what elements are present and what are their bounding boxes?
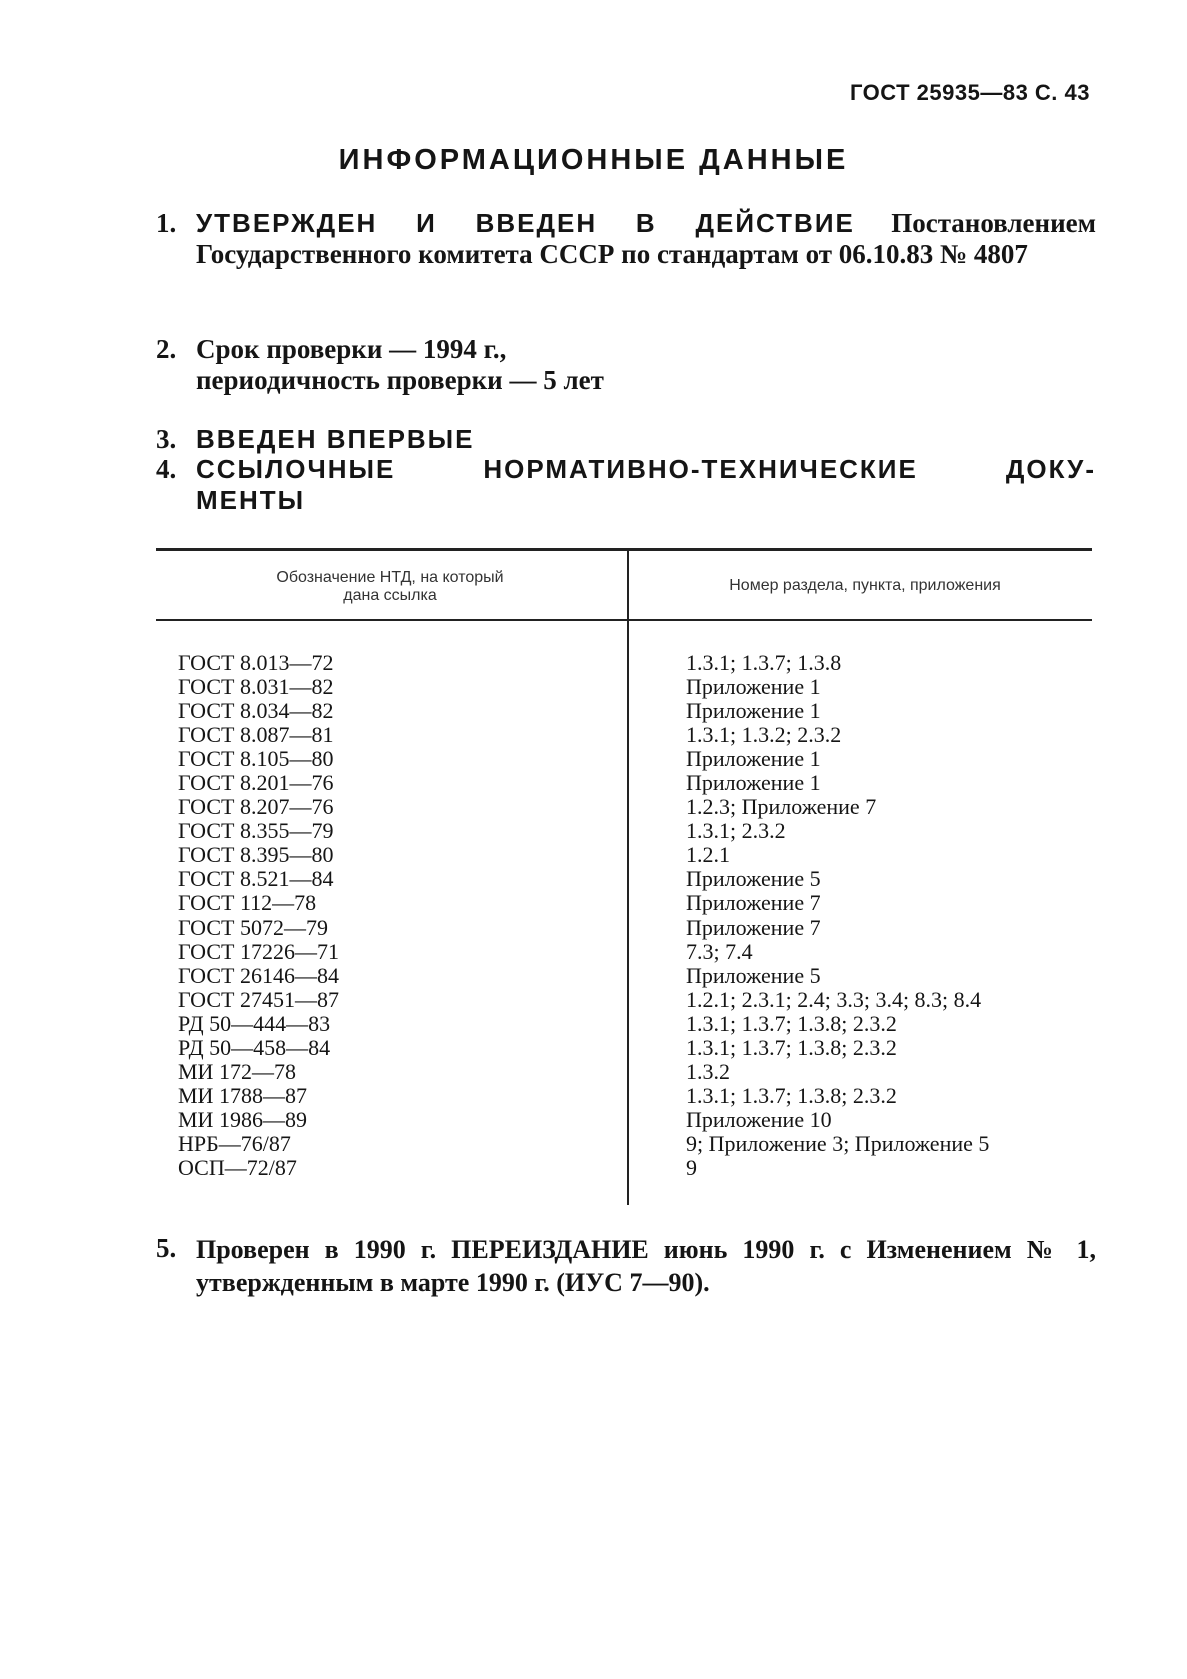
item-body: Проверен в 1990 г. ПЕРЕИЗДАНИЕ июнь 1990 г. с Изменением № 1, утвержденным в марте 1990 г. (ИУС 7—90).	[196, 1235, 1096, 1297]
item-caps: ВВЕДЕН ВПЕРВЫЕ	[196, 424, 475, 454]
table-cell-ref: 9	[686, 1154, 697, 1180]
table-cell-ntd: ГОСТ 8.355—79	[178, 818, 334, 844]
table-cell-ntd: НРБ—76/87	[178, 1130, 291, 1156]
table-cell-ntd: ОСП—72/87	[178, 1154, 297, 1180]
table-column-ref	[686, 651, 989, 1180]
item-number: 5.	[156, 1233, 177, 1263]
page-header: ГОСТ 25935—83 С. 43	[849, 80, 1090, 105]
table-cell-ref: 1.3.2	[686, 1058, 730, 1084]
table-cell-ntd: ГОСТ 8.521—84	[178, 866, 334, 892]
item-line: Срок проверки — 1994 г.,	[196, 334, 507, 364]
table-cell-ntd: РД 50—444—83	[178, 1010, 331, 1036]
item-text	[196, 424, 1096, 455]
table-cell-ntd: ГОСТ 17226—71	[178, 938, 339, 964]
table-cell-ref: 7.3; 7.4	[686, 938, 753, 964]
table-column-ntd	[178, 651, 339, 1180]
table-cell-ntd: ГОСТ 26146—84	[178, 962, 339, 988]
page-title: ИНФОРМАЦИОННЫЕ ДАННЫЕ	[338, 144, 849, 176]
table-cell-ntd: МИ 1986—89	[178, 1106, 307, 1132]
table-cell-ntd: ГОСТ 8.105—80	[178, 746, 334, 772]
table-cell-ntd: ГОСТ 8.031—82	[178, 674, 334, 700]
table-cell-ntd: ГОСТ 8.207—76	[178, 794, 334, 820]
table-cell-ref: Приложение 5	[686, 866, 821, 892]
header-line: дана ссылка	[343, 587, 437, 604]
item-line: ССЫЛОЧНЫЕ НОРМАТИВНО-ТЕХНИЧЕСКИЕ ДОКУ-	[196, 454, 1096, 484]
table-cell-ref: 1.2.1; 2.3.1; 2.4; 3.3; 3.4; 8.3; 8.4	[686, 986, 982, 1012]
table-cell-ref: 1.3.1; 2.3.2	[686, 818, 786, 844]
table-cell-ref: Приложение 1	[686, 698, 821, 724]
item-number: 3.	[156, 424, 177, 454]
table-cell-ref: Приложение 7	[686, 890, 821, 916]
table-cell-ntd: ГОСТ 8.034—82	[178, 698, 334, 724]
header-line: Обозначение НТД, на который	[276, 569, 504, 586]
table-cell-ntd: МИ 1788—87	[178, 1082, 307, 1108]
table-cell-ref: 1.3.1; 1.3.7; 1.3.8; 2.3.2	[686, 1010, 897, 1036]
table-cell-ref: 1.2.1	[686, 842, 730, 868]
table-cell-ref: Приложение 1	[686, 746, 821, 772]
item-number: 2.	[156, 334, 177, 364]
table-cell-ntd: ГОСТ 8.395—80	[178, 842, 334, 868]
item-body: Постановлением Государственного комитета СССР по стандартам от 06.10.83 № 4807	[196, 208, 1097, 269]
item-caps: УТВЕРЖДЕН И ВВЕДЕН В ДЕЙСТВИЕ	[196, 208, 855, 238]
table-cell-ref: Приложение 1	[686, 770, 821, 796]
table-cell-ref: 1.2.3; Приложение 7	[686, 794, 877, 820]
table-cell-ntd: ГОСТ 5072—79	[178, 914, 328, 940]
table-header-rule	[156, 619, 1092, 621]
table-cell-ntd: ГОСТ 27451—87	[178, 986, 339, 1012]
table-column-divider	[627, 551, 629, 1205]
item-text	[196, 454, 1096, 516]
table-top-rule	[156, 548, 1092, 551]
item-line: периодичность проверки — 5 лет	[196, 365, 604, 395]
item-number: 4.	[156, 454, 177, 484]
table-header-ntd	[200, 569, 580, 605]
table-header-ref: Номер раздела, пункта, приложения	[729, 577, 1001, 594]
table-cell-ntd: ГОСТ 8.013—72	[178, 650, 334, 675]
table-cell-ref: 1.3.1; 1.3.7; 1.3.8; 2.3.2	[686, 1082, 897, 1108]
item-number: 1.	[156, 208, 177, 238]
table-cell-ntd: ГОСТ 8.201—76	[178, 770, 334, 796]
table-cell-ref: 9; Приложение 3; Приложение 5	[686, 1130, 990, 1156]
table-cell-ref: Приложение 1	[686, 674, 821, 700]
table-cell-ref: Приложение 5	[686, 962, 821, 988]
table-cell-ntd: РД 50—458—84	[178, 1034, 331, 1060]
table-cell-ntd: МИ 172—78	[178, 1058, 296, 1084]
table-cell-ref: 1.3.1; 1.3.7; 1.3.8	[686, 650, 842, 675]
table-cell-ref: 1.3.1; 1.3.7; 1.3.8; 2.3.2	[686, 1034, 897, 1060]
table-cell-ref: 1.3.1; 1.3.2; 2.3.2	[686, 722, 842, 748]
item-line: МЕНТЫ	[196, 485, 306, 515]
table-cell-ntd: ГОСТ 112—78	[178, 890, 317, 916]
table-cell-ref: Приложение 7	[686, 914, 821, 940]
table-cell-ntd: ГОСТ 8.087—81	[178, 722, 334, 748]
table-cell-ref: Приложение 10	[686, 1106, 832, 1132]
item-text	[196, 334, 1096, 396]
item-text	[196, 208, 1096, 270]
